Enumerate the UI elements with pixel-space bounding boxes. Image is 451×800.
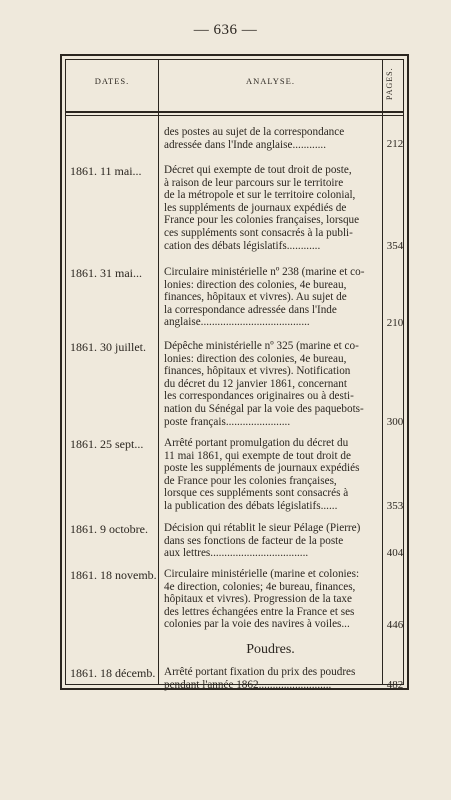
- column-divider-pages: [382, 60, 383, 684]
- page-number: — 636 —: [193, 22, 258, 38]
- entry-analysis: [164, 568, 380, 631]
- column-divider-dates: [158, 60, 159, 684]
- analysis-line: adressée dans l'Inde anglaise............: [164, 138, 327, 151]
- entry-date: 1861. 11 mai...: [70, 164, 142, 178]
- analysis-line: du décret du 12 janvier 1861, concernant: [164, 377, 347, 390]
- analysis-line: lonies: direction des colonies, 4e bureau,: [164, 352, 347, 365]
- header-pages: PAGES.: [385, 67, 394, 101]
- entry-analysis: [164, 522, 380, 560]
- analysis-line: à raison de leur parcours sur le territoire: [164, 176, 344, 189]
- entry-analysis: [164, 126, 380, 151]
- analysis-line: Décret qui exempte de tout droit de poste,: [164, 164, 352, 176]
- entry-analysis: [164, 266, 380, 329]
- analysis-line: la correspondance adressée dans l'Inde: [164, 303, 337, 316]
- analysis-line: les correspondances originaires ou à desti-: [164, 390, 354, 403]
- entry-page: 210: [386, 317, 404, 329]
- analysis-line: finances, hôpitaux et vivres). Notification: [164, 365, 351, 378]
- analysis-line: Circulaire ministérielle (marine et colonies:: [164, 568, 360, 580]
- entry-analysis: [164, 437, 380, 513]
- entry-date: 1861. 9 octobre.: [70, 522, 148, 536]
- analysis-line: cation des débats législatifs............: [164, 239, 321, 252]
- analysis-line: Arrêté portant fixation du prix des poudres: [164, 666, 356, 678]
- analysis-line: lorsque ces suppléments sont consacrés à: [164, 487, 349, 500]
- analysis-line: anglaise.......................................: [164, 316, 310, 329]
- analysis-line: colonies par la voie des navires à voiles...: [164, 618, 350, 631]
- entry-page: 446: [386, 619, 404, 631]
- entry-page: 300: [386, 416, 404, 428]
- analysis-line: 4e direction, colonies; 4e bureau, finances,: [164, 580, 356, 593]
- analysis-line: dans ses fonctions de facteur de la poste: [164, 534, 344, 547]
- section-title-poudres: Poudres.: [246, 642, 295, 657]
- analysis-line: la publication des débats législatifs......: [164, 499, 338, 512]
- analysis-line: Décision qui rétablit le sieur Pélage (Pierre): [164, 522, 361, 534]
- analysis-line: aux lettres...................................: [164, 547, 309, 560]
- analysis-line: nation du Sénégal par la voie des paquebots-: [164, 402, 364, 415]
- analysis-line: lonies: direction des colonies, 4e bureau,: [164, 278, 347, 291]
- header-rule: [66, 111, 403, 113]
- header-analyse: ANALYSE.: [246, 76, 295, 86]
- analysis-line: pendant l'année 1862..........................: [164, 678, 332, 691]
- analysis-line: de la métropole et sur le territoire colonial,: [164, 189, 356, 202]
- analysis-line: de France pour les colonies françaises,: [164, 474, 337, 487]
- header-dates: DATES.: [94, 76, 130, 86]
- entry-analysis: [164, 666, 380, 691]
- table-frame: [60, 54, 409, 690]
- table-inner: [65, 59, 404, 691]
- entry-analysis: [164, 164, 380, 252]
- header-rule-thin: [66, 115, 403, 116]
- analysis-line: hôpitaux et vivres). Progression de la taxe: [164, 593, 352, 606]
- analysis-line: les suppléments de journaux expédiés de: [164, 201, 347, 214]
- analysis-line: France pour les colonies françaises, lorsque: [164, 214, 360, 227]
- entry-page: 482: [386, 679, 404, 691]
- analysis-line: poste français.......................: [164, 415, 291, 428]
- analysis-line: des postes au sujet de la correspondance: [164, 126, 345, 138]
- entry-page: 212: [386, 138, 404, 150]
- analysis-line: 11 mai 1861, qui exempte de tout droit de: [164, 449, 351, 462]
- entry-date: 1861. 25 sept...: [70, 437, 144, 451]
- entry-page: 353: [386, 500, 404, 512]
- analysis-line: ces suppléments sont consacrés à la publi-: [164, 226, 353, 239]
- analysis-line: Arrêté portant promulgation du décret du: [164, 437, 349, 449]
- analysis-line: Circulaire ministérielle nº 238 (marine et co-: [164, 266, 365, 278]
- entry-date: 1861. 30 juillet.: [70, 340, 146, 354]
- analysis-line: des lettres échangées entre la France et ses: [164, 605, 355, 618]
- entry-analysis: [164, 340, 380, 428]
- analysis-line: finances, hôpitaux et vivres). Au sujet de: [164, 291, 347, 304]
- entry-page: 404: [386, 547, 404, 559]
- entry-date: 1861. 31 mai...: [70, 266, 142, 280]
- entry-date: 1861. 18 décemb.: [70, 666, 156, 680]
- entry-page: 354: [386, 240, 404, 252]
- analysis-line: poste les suppléments de journaux expédiés: [164, 462, 360, 475]
- analysis-line: Dépêche ministérielle nº 325 (marine et co-: [164, 340, 359, 352]
- entry-date: 1861. 18 novemb.: [70, 568, 157, 582]
